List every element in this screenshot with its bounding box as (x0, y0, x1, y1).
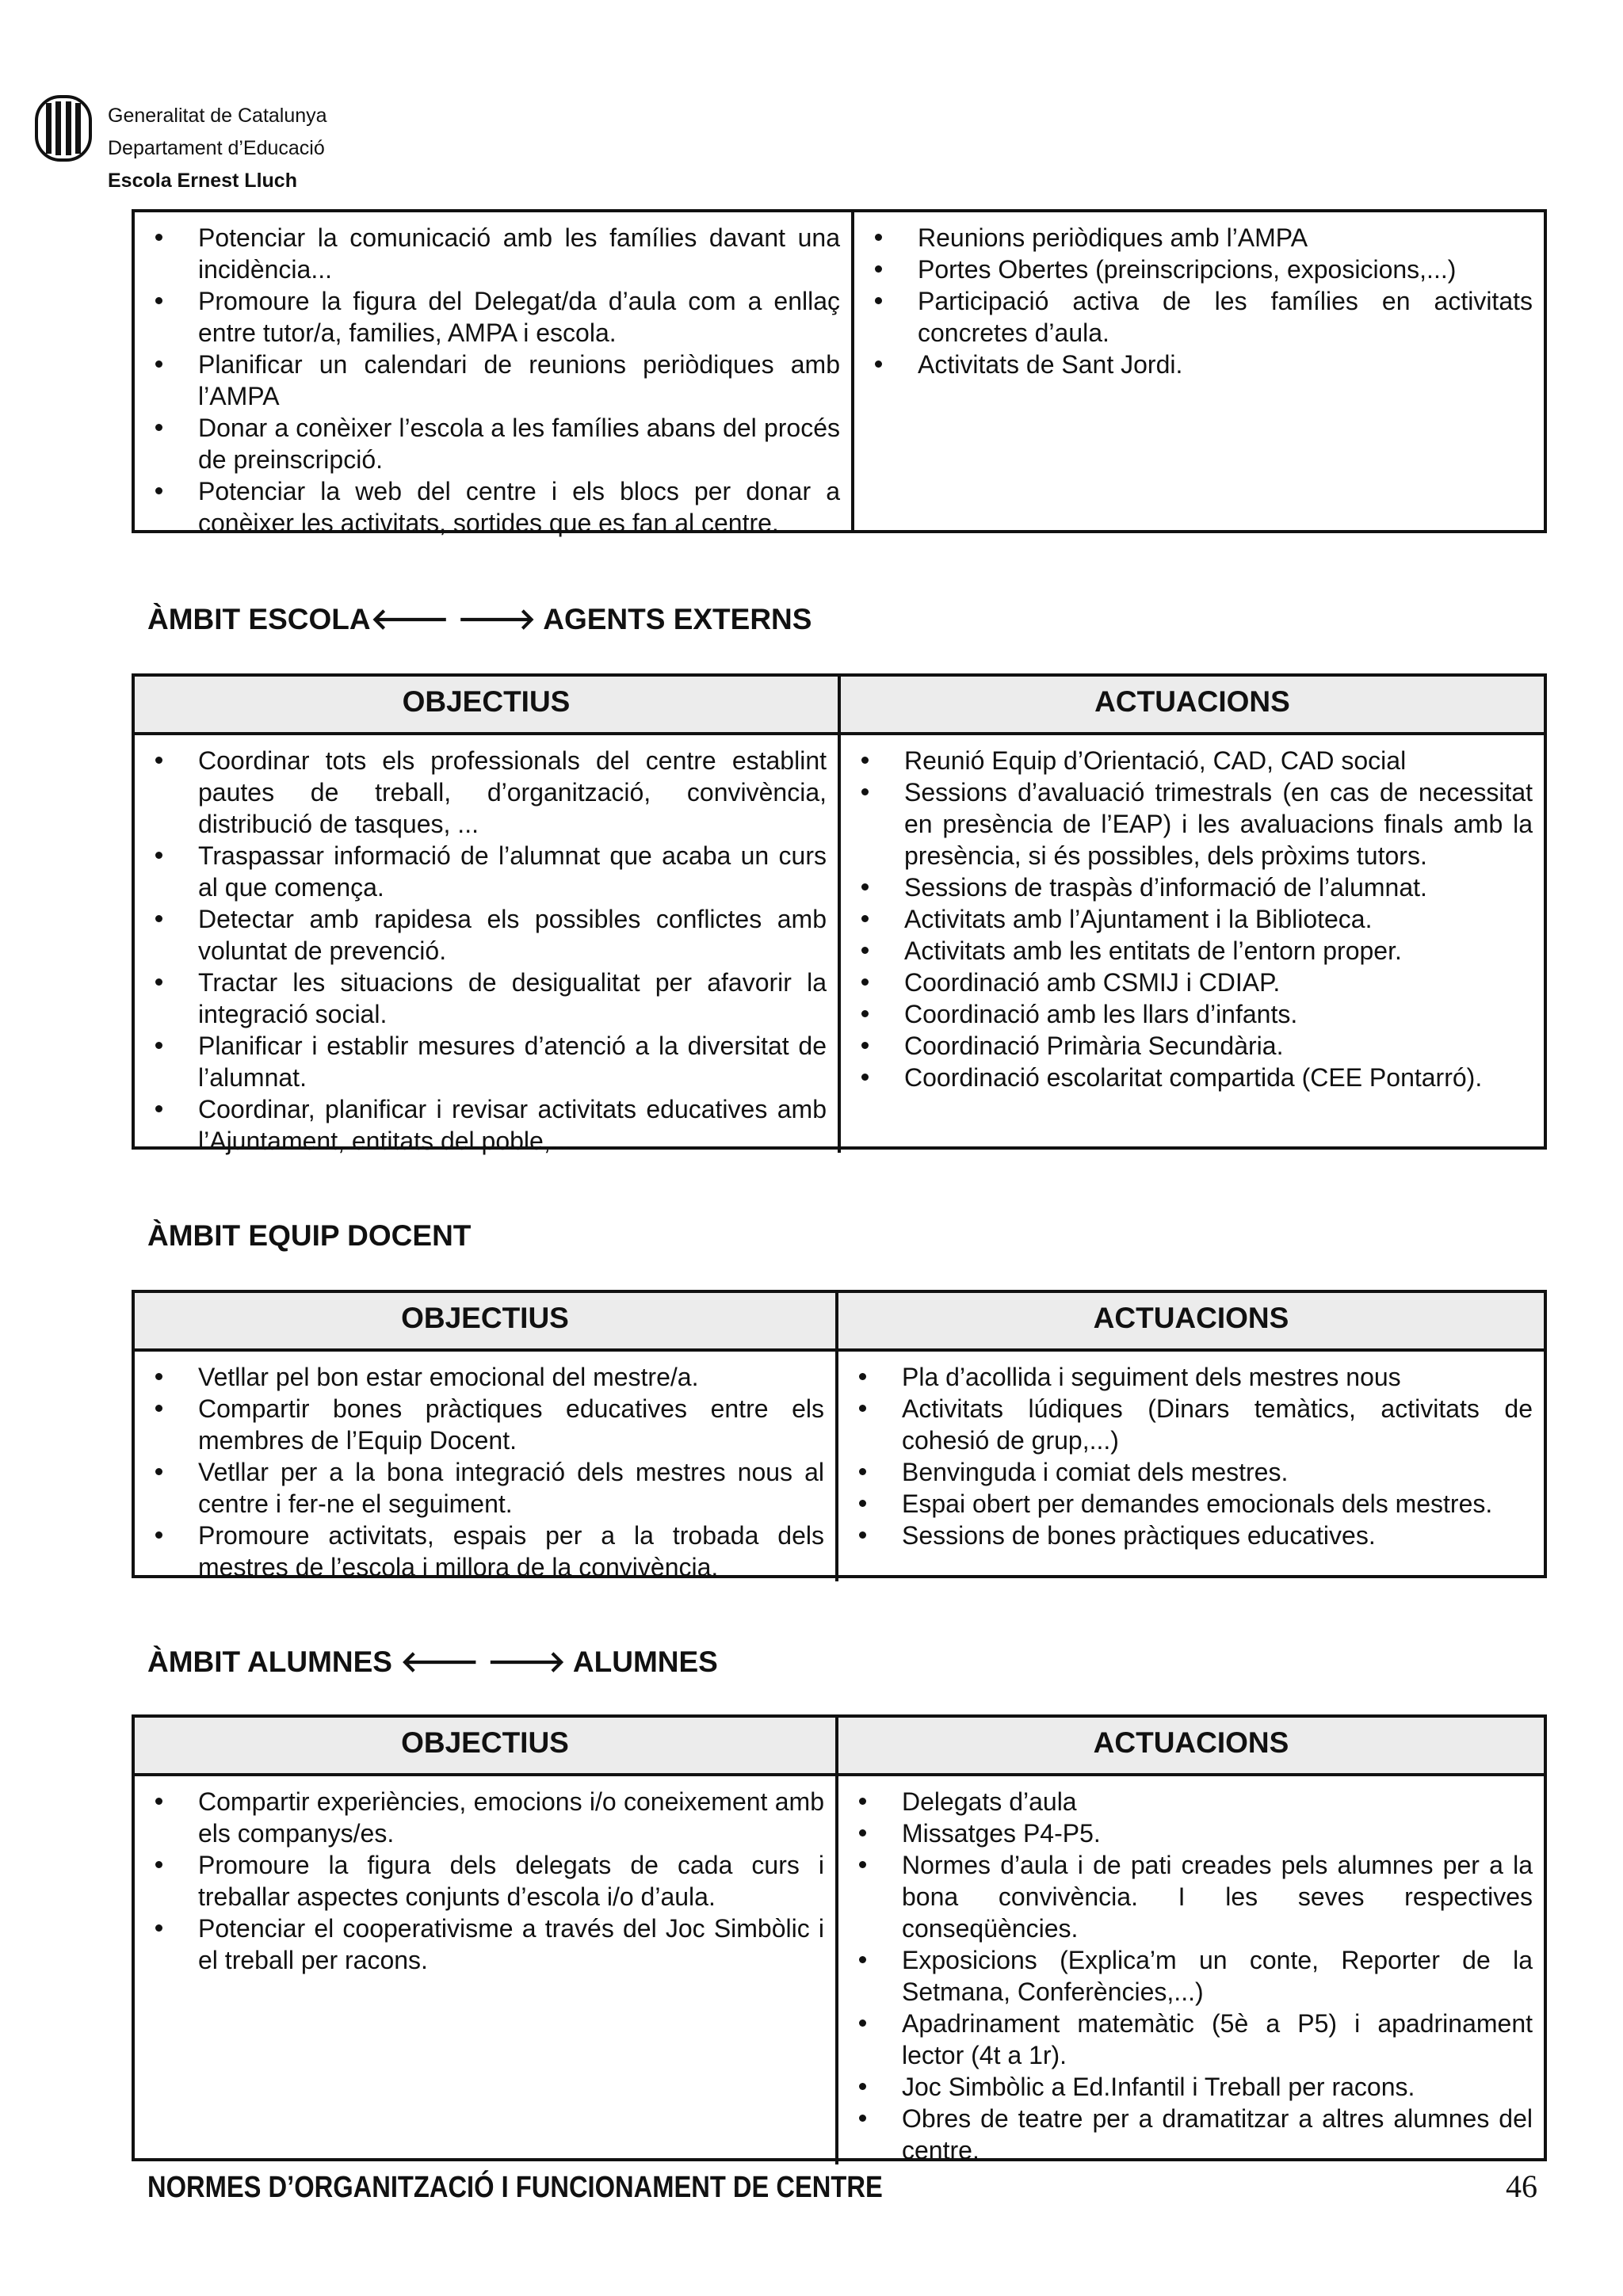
list-item: Potenciar el cooperativisme a través del Joc Simbòlic i el treball per racons. (135, 1913, 824, 1976)
section-title-equip-docent: ÀMBIT EQUIP DOCENT (147, 1219, 472, 1252)
list-item: Apadrinament matemàtic (5è a P5) i apadrinament lector (4t a 1r). (838, 2008, 1533, 2071)
list-item: Delegats d’aula (838, 1786, 1533, 1817)
objectives-list (135, 212, 851, 543)
org-line2: Departament d’Educació (108, 137, 325, 159)
list-item: Activitats lúdiques (Dinars temàtics, activitats de cohesió de grup,...) (838, 1393, 1533, 1456)
list-item: Pla d’acollida i seguiment dels mestres nous (838, 1361, 1533, 1393)
header-actuacions: ACTUACIONS (838, 1718, 1544, 1773)
list-item: Planificar i establir mesures d’atenció a la diversitat de l’alumnat. (135, 1030, 827, 1093)
actions-list (854, 212, 1544, 385)
school-name: Escola Ernest Lluch (108, 170, 297, 192)
list-item: Activitats amb l’Ajuntament i la Biblioteca. (841, 903, 1533, 935)
list-item: Benvinguda i comiat dels mestres. (838, 1456, 1533, 1488)
list-item: Traspassar informació de l’alumnat que acaba un curs al que comença. (135, 840, 827, 903)
list-item: Compartir experiències, emocions i/o coneixement amb els companys/es. (135, 1786, 824, 1849)
list-item: Promoure la figura dels delegats de cada curs i treballar aspectes conjunts d’escola i/o d’aula. (135, 1849, 824, 1913)
list-item: Compartir bones pràctiques educatives entre els membres de l’Equip Docent. (135, 1393, 824, 1456)
list-item: Vetllar pel bon estar emocional del mestre/a. (135, 1361, 824, 1393)
list-item: Normes d’aula i de pati creades pels alumnes per a la bona convivència. I les seves respectives conseqüències. (838, 1849, 1533, 1944)
list-item: Portes Obertes (preinscripcions, exposicions,...) (854, 254, 1533, 285)
alumnes-table (132, 1714, 1547, 2164)
continuation-table (132, 209, 1547, 537)
list-item: Coordinar, planificar i revisar activitats educatives amb l’Ajuntament, entitats del poble,... (135, 1093, 827, 1157)
list-item: Coordinar tots els professionals del centre establint pautes de treball, d’organització, convivència, distribució de tasques, ... (135, 745, 827, 840)
objectives-list (135, 1776, 835, 1981)
list-item: Reunió Equip d’Orientació, CAD, CAD social (841, 745, 1533, 776)
list-item: Promoure la figura del Delegat/da d’aula com a enllaç entre tutor/a, families, AMPA i escola. (135, 285, 840, 349)
list-item: Planificar un calendari de reunions periòdiques amb l’AMPA (135, 349, 840, 412)
list-item: Sessions de bones pràctiques educatives. (838, 1520, 1533, 1551)
objectives-list (135, 735, 838, 1161)
header-objectius: OBJECTIUS (135, 1718, 838, 1773)
page-number: 46 (1506, 2168, 1537, 2204)
header-objectius: OBJECTIUS (135, 1293, 838, 1348)
list-item: Vetllar per a la bona integració dels mestres nous al centre i fer-ne el seguiment. (135, 1456, 824, 1520)
list-item: Exposicions (Explica’m un conte, Reporter de la Setmana, Conferències,...) (838, 1944, 1533, 2008)
section-title-agents-externs: ÀMBIT ESCOLA🡐 🡒 AGENTS EXTERNS (147, 603, 812, 635)
list-item: Potenciar la web del centre i els blocs per donar a conèixer les activitats, sortides que es fan al centre. (135, 475, 840, 539)
header-actuacions: ACTUACIONS (838, 1293, 1544, 1348)
list-item: Coordinació Primària Secundària. (841, 1030, 1533, 1062)
objectives-list (135, 1352, 835, 1588)
actions-list (838, 1352, 1544, 1556)
list-item: Sessions d’avaluació trimestrals (en cas de necessitat en presència de l’EAP) i les avaluacions finals amb la presència, si és possibles, dels pròxims tutors. (841, 776, 1533, 871)
list-item: Obres de teatre per a dramatitzar a altres alumnes del centre. (838, 2103, 1533, 2166)
list-item: Activitats amb les entitats de l’entorn proper. (841, 935, 1533, 967)
actions-list (841, 735, 1544, 1098)
section-title-alumnes: ÀMBIT ALUMNES 🡐 🡒 ALUMNES (147, 1646, 718, 1678)
list-item: Participació activa de les famílies en activitats concretes d’aula. (854, 285, 1533, 349)
list-item: Espai obert per demandes emocionals dels mestres. (838, 1488, 1533, 1520)
list-item: Sessions de traspàs d’informació de l’alumnat. (841, 871, 1533, 903)
list-item: Reunions periòdiques amb l’AMPA (854, 222, 1533, 254)
agents-externs-table (132, 673, 1547, 1155)
list-item: Coordinació escolaritat compartida (CEE Pontarró). (841, 1062, 1533, 1093)
list-item: Potenciar la comunicació amb les famílies davant una incidència... (135, 222, 840, 285)
header-actuacions: ACTUACIONS (841, 677, 1544, 732)
list-item: Coordinació amb les llars d’infants. (841, 998, 1533, 1030)
list-item: Donar a conèixer l’escola a les famílies abans del procés de preinscripció. (135, 412, 840, 475)
actions-list (838, 1776, 1544, 2171)
footer-title: NORMES D’ORGANITZACIÓ I FUNCIONAMENT DE CENTRE (147, 2171, 883, 2204)
header-objectius: OBJECTIUS (135, 677, 841, 732)
org-line1: Generalitat de Catalunya (108, 105, 327, 127)
list-item: Activitats de Sant Jordi. (854, 349, 1533, 380)
generalitat-logo-icon (35, 95, 92, 166)
list-item: Tractar les situacions de desigualitat per afavorir la integració social. (135, 967, 827, 1030)
list-item: Promoure activitats, espais per a la trobada dels mestres de l’escola i millora de la convivència. (135, 1520, 824, 1583)
equip-docent-table (132, 1290, 1547, 1581)
list-item: Detectar amb rapidesa els possibles conflictes amb voluntat de prevenció. (135, 903, 827, 967)
list-item: Joc Simbòlic a Ed.Infantil i Treball per racons. (838, 2071, 1533, 2103)
list-item: Missatges P4-P5. (838, 1817, 1533, 1849)
list-item: Coordinació amb CSMIJ i CDIAP. (841, 967, 1533, 998)
